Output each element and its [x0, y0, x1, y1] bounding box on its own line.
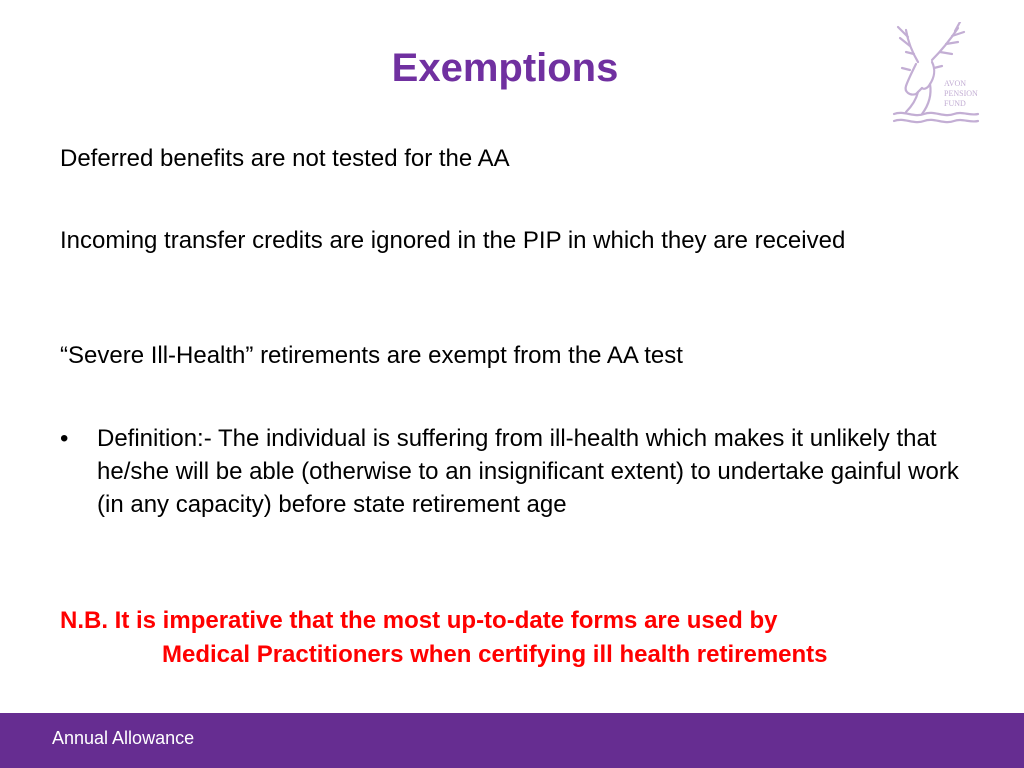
logo-line-1: AVON — [944, 79, 967, 88]
footer-bar — [0, 713, 1024, 768]
nb-note — [60, 604, 960, 672]
logo-wordmark — [944, 79, 978, 108]
footer-text: Annual Allowance — [52, 728, 195, 748]
bullet-marker: • — [60, 425, 69, 452]
paragraph-deferred-benefits: Deferred benefits are not tested for the AA — [60, 145, 510, 172]
paragraph-severe-ill-health: “Severe Ill-Health” retirements are exempt from the AA test — [60, 342, 683, 369]
paragraph-incoming-transfers: Incoming transfer credits are ignored in the PIP in which they are received — [60, 227, 846, 254]
logo-line-2: PENSION — [944, 89, 978, 98]
avon-pension-fund-logo — [888, 22, 984, 128]
bullet-definition — [60, 422, 960, 521]
logo-line-3: FUND — [944, 99, 966, 108]
bullet-definition-text: Definition:- The individual is suffering from ill-health which makes it unlikely that he/she will be able (otherwise to an insignificant extent) to undertake gainful work (in any capacity) before state retirement age — [97, 425, 959, 518]
nb-note-line-1: N.B. It is imperative that the most up-to-date forms are used by — [60, 607, 778, 634]
nb-note-line-2: Medical Practitioners when certifying ill health retirements — [162, 641, 828, 668]
slide-title: Exemptions — [391, 46, 619, 90]
